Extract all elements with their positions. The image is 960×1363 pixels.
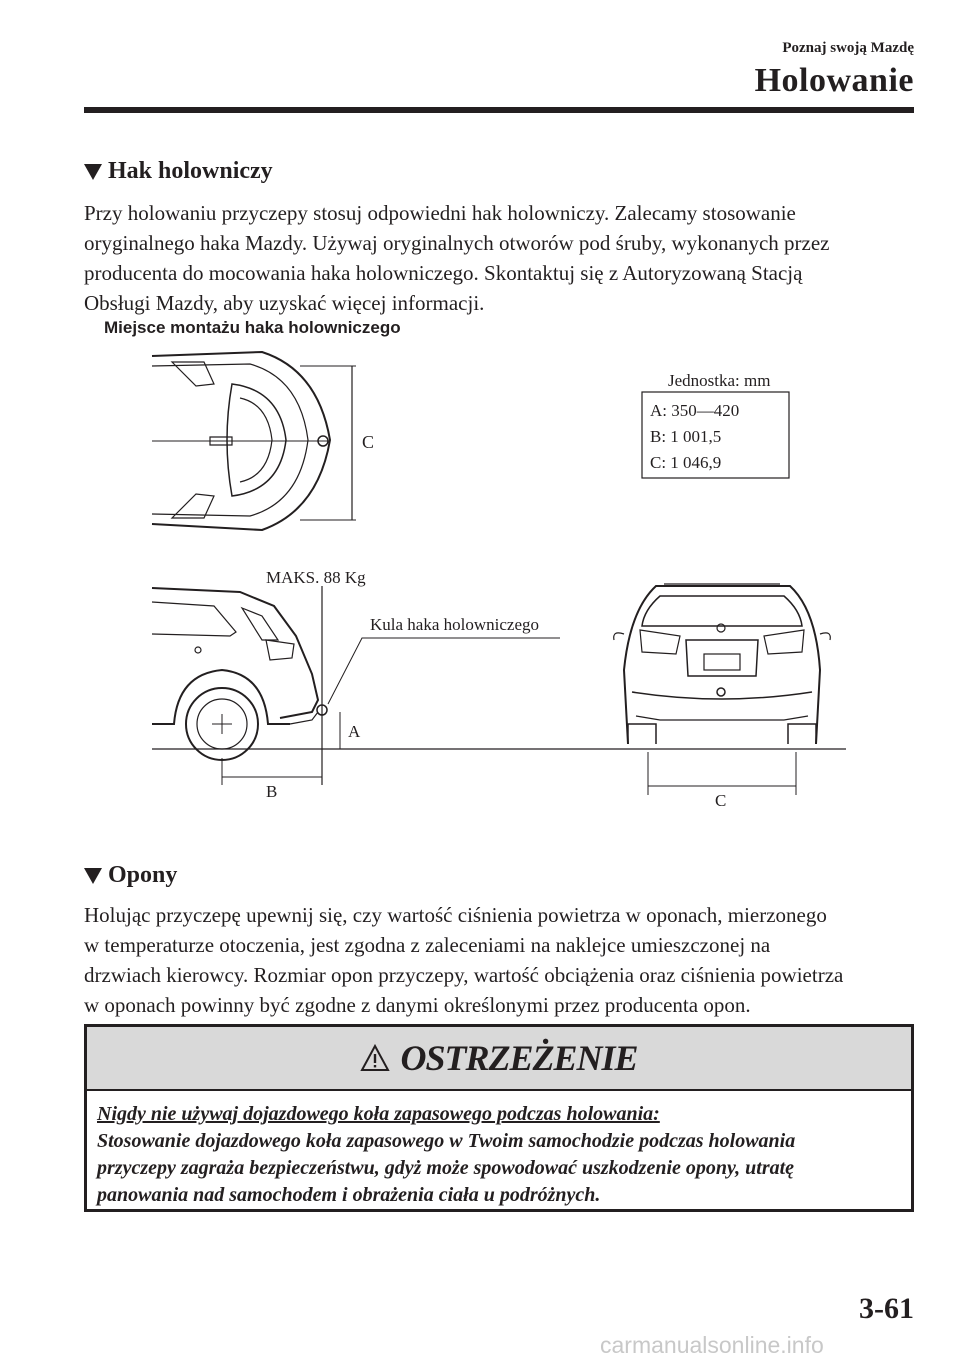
ball-label: Kula haka holowniczego <box>370 615 539 634</box>
car-rear-view <box>614 584 831 744</box>
label-c-top: C <box>362 432 375 452</box>
section-heading-hitch <box>84 158 273 185</box>
section-title-hitch: Hak holowniczy <box>108 158 273 184</box>
paragraph-line: oryginalnego haka Mazdy. Używaj oryginalnych otworów pod śruby, wykonanych przez <box>84 231 830 255</box>
paragraph-line: Obsługi Mazdy, aby uzyskać więcej informacji. <box>84 291 485 315</box>
page-title: Holowanie <box>754 62 914 99</box>
spec-a: A: 350—420 <box>650 401 740 420</box>
warning-triangle-icon <box>360 1044 390 1072</box>
ball-leader-line <box>328 638 560 704</box>
warning-line: panowania nad samochodem i obrażenia ciała u podróżnych. <box>97 1184 601 1206</box>
warning-body <box>87 1091 911 1219</box>
page-number: 3-61 <box>859 1292 914 1325</box>
tires-paragraph <box>84 900 884 1020</box>
chapter-label: Poznaj swoją Mazdę <box>782 40 914 56</box>
section-title-tires: Opony <box>108 862 178 888</box>
label-a: A <box>348 722 361 741</box>
car-side-view <box>152 588 318 760</box>
hitch-paragraph <box>84 198 884 318</box>
spec-c: C: 1 046,9 <box>650 453 722 472</box>
warning-header <box>87 1027 911 1091</box>
paragraph-line: drzwiach kierowcy. Rozmiar opon przyczepy, wartość obciążenia oraz ciśnienia powietrza <box>84 963 844 987</box>
paragraph-line: producenta do mocowania haka holowniczego. Skontaktuj się z Autoryzowaną Stacją <box>84 261 803 285</box>
warning-heading: Nigdy nie używaj dojazdowego koła zapasowego podczas holowania: <box>97 1103 660 1125</box>
unit-label: Jednostka: mm <box>668 371 771 390</box>
warning-title: OSTRZEŻENIE <box>400 1038 638 1078</box>
paragraph-line: Przy holowaniu przyczepy stosuj odpowiedni hak holowniczy. Zalecamy stosowanie <box>84 201 796 225</box>
max-load-label: MAKS. 88 Kg <box>266 568 366 587</box>
header-divider <box>84 107 914 113</box>
paragraph-line: Holując przyczepę upewnij się, czy wartość ciśnienia powietrza w oponach, mierzonego <box>84 903 827 927</box>
warning-line: przyczepy zagraża bezpieczeństwu, gdyż może spowodować uszkodzenie opony, utratę <box>97 1157 795 1179</box>
warning-line: Stosowanie dojazdowego koła zapasowego w Twoim samochodzie podczas holowania <box>97 1130 796 1152</box>
section-heading-tires <box>84 862 177 889</box>
warning-box <box>84 1024 914 1212</box>
label-c-rear: C <box>715 791 727 810</box>
car-top-view <box>152 352 356 530</box>
label-b: B <box>266 782 278 801</box>
paragraph-line: w oponach powinny być zgodne z danymi określonymi przez producenta opon. <box>84 993 751 1017</box>
hitch-diagram <box>0 340 960 820</box>
spec-b: B: 1 001,5 <box>650 427 722 446</box>
figure-caption: Miejsce montażu haka holowniczego <box>104 318 401 337</box>
watermark: carmanualsonline.info <box>600 1332 824 1358</box>
triangle-bullet-icon <box>84 164 102 180</box>
triangle-bullet-icon <box>84 868 102 884</box>
paragraph-line: w temperaturze otoczenia, jest zgodna z zaleceniami na naklejce umieszczonej na <box>84 933 771 957</box>
